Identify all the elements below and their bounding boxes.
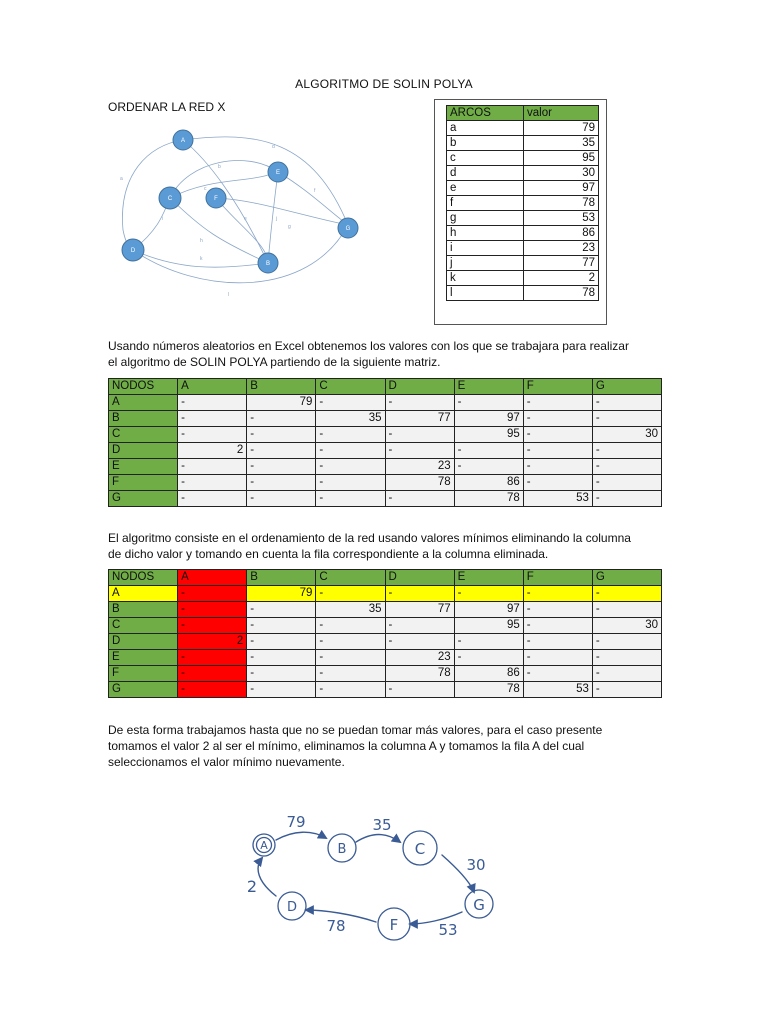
arc-value-cell: 79 <box>524 121 599 136</box>
paragraph-2: El algoritmo consiste en el ordenamiento de la red usando valores mínimos eliminando la columna de dicho valor y tomando en cuenta la fila correspondiente a la columna eliminada. <box>108 531 631 561</box>
matrix-cell: - <box>178 618 247 634</box>
arcs-row <box>447 226 599 241</box>
cycle-edge-label-78: 78 <box>326 917 346 935</box>
matrix-header-cell: G <box>592 379 661 395</box>
matrix-cell: - <box>316 586 385 602</box>
matrix-cell: - <box>385 395 454 411</box>
matrix-2-body <box>109 586 662 698</box>
cycle-edge-d-a <box>258 858 276 896</box>
matrix-cell: 30 <box>592 618 661 634</box>
matrix-cell: 97 <box>454 602 523 618</box>
matrix-cell: - <box>247 602 316 618</box>
arcs-row <box>447 181 599 196</box>
matrix-cell: - <box>592 586 661 602</box>
matrix-cell: 53 <box>523 682 592 698</box>
matrix-cell: 95 <box>454 427 523 443</box>
matrix-cell: - <box>592 459 661 475</box>
arc-name-cell: d <box>447 166 524 181</box>
matrix-header-cell: G <box>592 570 661 586</box>
edge-letter-i: i <box>162 216 164 222</box>
matrix-cell: - <box>454 443 523 459</box>
matrix-cell: 30 <box>592 427 661 443</box>
matrix-cell: - <box>178 666 247 682</box>
matrix-row <box>109 475 662 491</box>
matrix-cell: 35 <box>316 411 385 427</box>
matrix-cell: - <box>592 411 661 427</box>
cycle-edge-label-53: 53 <box>438 921 458 939</box>
arc-name-cell: i <box>447 241 524 256</box>
matrix-row-label: G <box>109 491 178 507</box>
arcs-row <box>447 166 599 181</box>
matrix-cell: 78 <box>385 475 454 491</box>
cycle-node-label-f: F <box>389 916 399 934</box>
matrix-cell: - <box>385 586 454 602</box>
matrix-row-label: G <box>109 682 178 698</box>
matrix-1-body <box>109 395 662 507</box>
matrix-cell: 35 <box>316 602 385 618</box>
matrix-cell: - <box>523 443 592 459</box>
matrix-cell: - <box>247 459 316 475</box>
matrix-cell: - <box>523 395 592 411</box>
matrix-cell: - <box>178 650 247 666</box>
matrix-cell: - <box>523 602 592 618</box>
matrix-header-cell: E <box>454 379 523 395</box>
matrix-cell: - <box>316 682 385 698</box>
matrix-cell: - <box>247 618 316 634</box>
matrix-cell: 23 <box>385 459 454 475</box>
matrix-cell: - <box>454 634 523 650</box>
matrix-header-cell: NODOS <box>109 379 178 395</box>
cycle-edge-label-30: 30 <box>466 856 486 874</box>
matrix-cell: - <box>385 682 454 698</box>
cycle-node-label-c: C <box>414 840 426 858</box>
edge-d <box>180 137 348 225</box>
node-label-b: B <box>265 261 271 267</box>
matrix-cell: - <box>592 395 661 411</box>
matrix-cell: - <box>523 459 592 475</box>
arc-value-cell: 2 <box>524 271 599 286</box>
matrix-cell: - <box>592 682 661 698</box>
node-label-e: E <box>275 170 281 176</box>
cycle-edge-b-c <box>356 835 400 843</box>
edge-letter-k: k <box>200 256 203 262</box>
matrix-row <box>109 666 662 682</box>
cycle-node-label-a: A <box>260 839 268 852</box>
matrix-cell: 78 <box>454 491 523 507</box>
node-label-d: D <box>130 248 136 254</box>
matrix-cell: 86 <box>454 475 523 491</box>
matrix-cell: - <box>247 682 316 698</box>
arc-name-cell: f <box>447 196 524 211</box>
arcs-row <box>447 211 599 226</box>
cycle-node-label-b: B <box>337 842 347 857</box>
edge-l <box>130 225 348 283</box>
matrix-row <box>109 443 662 459</box>
arc-value-cell: 35 <box>524 136 599 151</box>
edge-letter-g: g <box>288 224 291 230</box>
matrix-cell: - <box>385 427 454 443</box>
matrix-cell: - <box>178 459 247 475</box>
matrix-cell: - <box>523 475 592 491</box>
matrix-header-cell: F <box>523 570 592 586</box>
matrix-cell: - <box>316 395 385 411</box>
cycle-node-label-d: D <box>286 900 298 915</box>
matrix-row-label: E <box>109 650 178 666</box>
matrix-cell: - <box>523 586 592 602</box>
matrix-cell: - <box>178 411 247 427</box>
arc-name-cell: j <box>447 256 524 271</box>
edge-e <box>216 198 268 263</box>
matrix-cell: - <box>316 650 385 666</box>
arcs-row <box>447 196 599 211</box>
paragraph-3: De esta forma trabajamos hasta que no se puedan tomar más valores, para el caso presente tomamos el valor 2 al ser el mínimo, eliminamos la columna A y tomamos la fila A del cual seleccionamos el valor mínimo nuevamente. <box>108 723 603 769</box>
matrix-row <box>109 682 662 698</box>
arcs-header-arcos: ARCOS <box>447 106 524 121</box>
node-label-f: F <box>214 196 218 202</box>
matrix-cell: - <box>178 427 247 443</box>
matrix-cell: - <box>385 634 454 650</box>
node-label-a: A <box>180 138 186 144</box>
node-label-c: C <box>167 196 173 202</box>
matrix-cell: - <box>523 666 592 682</box>
matrix-row-label: B <box>109 411 178 427</box>
matrix-row <box>109 459 662 475</box>
edge-letter-d: d <box>272 144 275 150</box>
matrix-cell: - <box>523 634 592 650</box>
cycle-edge-label-79: 79 <box>286 813 306 831</box>
matrix-cell: - <box>247 491 316 507</box>
cycle-diagram <box>234 800 544 968</box>
matrix-cell: - <box>178 682 247 698</box>
matrix-row-label: F <box>109 475 178 491</box>
matrix-cell: - <box>316 443 385 459</box>
matrix-header-cell: C <box>316 570 385 586</box>
matrix-cell: 95 <box>454 618 523 634</box>
matrix-row-label: B <box>109 602 178 618</box>
matrix-row <box>109 491 662 507</box>
edge-letter-f: f <box>314 188 316 194</box>
matrix-header-cell: A <box>178 379 247 395</box>
edge-letter-b: b <box>218 164 221 170</box>
matrix-cell: - <box>592 666 661 682</box>
matrix-header-cell: C <box>316 379 385 395</box>
matrix-cell: - <box>178 586 247 602</box>
matrix-cell: - <box>592 443 661 459</box>
matrix-row <box>109 618 662 634</box>
matrix-cell: - <box>178 491 247 507</box>
arc-name-cell: g <box>447 211 524 226</box>
matrix-row-label: A <box>109 395 178 411</box>
matrix-cell: - <box>523 650 592 666</box>
arcs-row <box>447 151 599 166</box>
matrix-2-header-row <box>109 570 662 586</box>
matrix-cell: - <box>247 475 316 491</box>
matrix-cell: 79 <box>247 586 316 602</box>
matrix-row-label: D <box>109 634 178 650</box>
matrix-cell: 77 <box>385 602 454 618</box>
matrix-cell: - <box>454 586 523 602</box>
matrix-row <box>109 602 662 618</box>
matrix-header-cell: B <box>247 570 316 586</box>
arc-value-cell: 30 <box>524 166 599 181</box>
edge-letter-l: l <box>228 292 230 298</box>
matrix-header-cell: B <box>247 379 316 395</box>
matrix-row-label: D <box>109 443 178 459</box>
matrix-cell: - <box>523 618 592 634</box>
matrix-row-label: C <box>109 427 178 443</box>
arc-value-cell: 53 <box>524 211 599 226</box>
arc-name-cell: l <box>447 286 524 301</box>
arcs-row <box>447 241 599 256</box>
matrix-cell: - <box>247 666 316 682</box>
document-title: ALGORITMO DE SOLIN POLYA <box>295 77 473 91</box>
matrix-cell: - <box>385 618 454 634</box>
arc-value-cell: 86 <box>524 226 599 241</box>
matrix-cell: 2 <box>178 634 247 650</box>
matrix-cell: 23 <box>385 650 454 666</box>
matrix-cell: - <box>316 475 385 491</box>
matrix-row <box>109 411 662 427</box>
arcs-table <box>446 105 599 301</box>
matrix-header-cell: NODOS <box>109 570 178 586</box>
matrix-row <box>109 395 662 411</box>
matrix-row-label: A <box>109 586 178 602</box>
matrix-cell: - <box>316 666 385 682</box>
matrix-row-label: E <box>109 459 178 475</box>
matrix-cell: - <box>454 459 523 475</box>
arcs-row <box>447 271 599 286</box>
matrix-cell: 2 <box>178 443 247 459</box>
matrix-2 <box>108 569 662 698</box>
arc-name-cell: h <box>447 226 524 241</box>
arcs-row <box>447 286 599 301</box>
matrix-cell: - <box>316 634 385 650</box>
section-label: ORDENAR LA RED X <box>108 100 226 114</box>
matrix-row <box>109 634 662 650</box>
matrix-cell: 86 <box>454 666 523 682</box>
arcs-row <box>447 121 599 136</box>
node-label-g: G <box>345 226 351 232</box>
matrix-header-cell: D <box>385 570 454 586</box>
edge-g <box>216 198 348 225</box>
arc-value-cell: 78 <box>524 196 599 211</box>
edge-letter-a: a <box>120 176 123 182</box>
matrix-cell: - <box>592 650 661 666</box>
paragraph-1: Usando números aleatorios en Excel obtenemos los valores con los que se trabajara para realizar el algoritmo de SOLIN POLYA partiendo de la siguiente matriz. <box>108 339 629 369</box>
matrix-cell: 78 <box>385 666 454 682</box>
matrix-cell: - <box>178 602 247 618</box>
matrix-cell: - <box>247 427 316 443</box>
matrix-row-label: C <box>109 618 178 634</box>
matrix-cell: - <box>592 491 661 507</box>
matrix-cell: - <box>523 411 592 427</box>
edge-letter-c: c <box>204 186 207 192</box>
matrix-cell: - <box>592 602 661 618</box>
arc-name-cell: k <box>447 271 524 286</box>
arc-value-cell: 78 <box>524 286 599 301</box>
matrix-cell: 53 <box>523 491 592 507</box>
matrix-cell: - <box>385 491 454 507</box>
matrix-cell: - <box>316 427 385 443</box>
matrix-cell: - <box>178 475 247 491</box>
cycle-edge-label-35: 35 <box>372 816 392 834</box>
matrix-header-cell: E <box>454 570 523 586</box>
matrix-cell: - <box>454 650 523 666</box>
matrix-row <box>109 650 662 666</box>
matrix-1-header-row <box>109 379 662 395</box>
matrix-row <box>109 427 662 443</box>
matrix-cell: - <box>247 411 316 427</box>
arcs-table-body <box>447 121 599 301</box>
matrix-cell: - <box>385 443 454 459</box>
arc-value-cell: 23 <box>524 241 599 256</box>
arc-name-cell: a <box>447 121 524 136</box>
matrix-cell: 78 <box>454 682 523 698</box>
matrix-cell: - <box>592 634 661 650</box>
matrix-row-label: F <box>109 666 178 682</box>
arc-name-cell: c <box>447 151 524 166</box>
cycle-edge-a-b <box>276 832 326 840</box>
matrix-cell: - <box>523 427 592 443</box>
matrix-1 <box>108 378 662 507</box>
cycle-node-label-g: G <box>473 896 485 914</box>
arcs-row <box>447 256 599 271</box>
matrix-row <box>109 586 662 602</box>
edge-letter-j: j <box>276 216 278 222</box>
matrix-header-cell: F <box>523 379 592 395</box>
matrix-cell: - <box>454 395 523 411</box>
network-diagram <box>108 120 378 310</box>
matrix-cell: - <box>247 443 316 459</box>
arcs-header-valor: valor <box>524 106 599 121</box>
matrix-cell: 97 <box>454 411 523 427</box>
matrix-header-cell: D <box>385 379 454 395</box>
matrix-cell: - <box>592 475 661 491</box>
matrix-cell: - <box>316 618 385 634</box>
arcs-row <box>447 136 599 151</box>
arcs-table-frame <box>434 99 607 325</box>
matrix-cell: 79 <box>247 395 316 411</box>
arc-value-cell: 95 <box>524 151 599 166</box>
arc-value-cell: 97 <box>524 181 599 196</box>
matrix-cell: - <box>247 634 316 650</box>
cycle-edge-label-2: 2 <box>246 877 258 896</box>
arc-name-cell: e <box>447 181 524 196</box>
matrix-cell: - <box>316 459 385 475</box>
arc-value-cell: 77 <box>524 256 599 271</box>
edge-letter-e: e <box>244 216 247 222</box>
matrix-cell: - <box>247 650 316 666</box>
matrix-cell: - <box>178 395 247 411</box>
arc-name-cell: b <box>447 136 524 151</box>
edge-letter-h: h <box>200 238 203 244</box>
matrix-header-cell: A <box>178 570 247 586</box>
matrix-cell: 77 <box>385 411 454 427</box>
matrix-cell: - <box>316 491 385 507</box>
